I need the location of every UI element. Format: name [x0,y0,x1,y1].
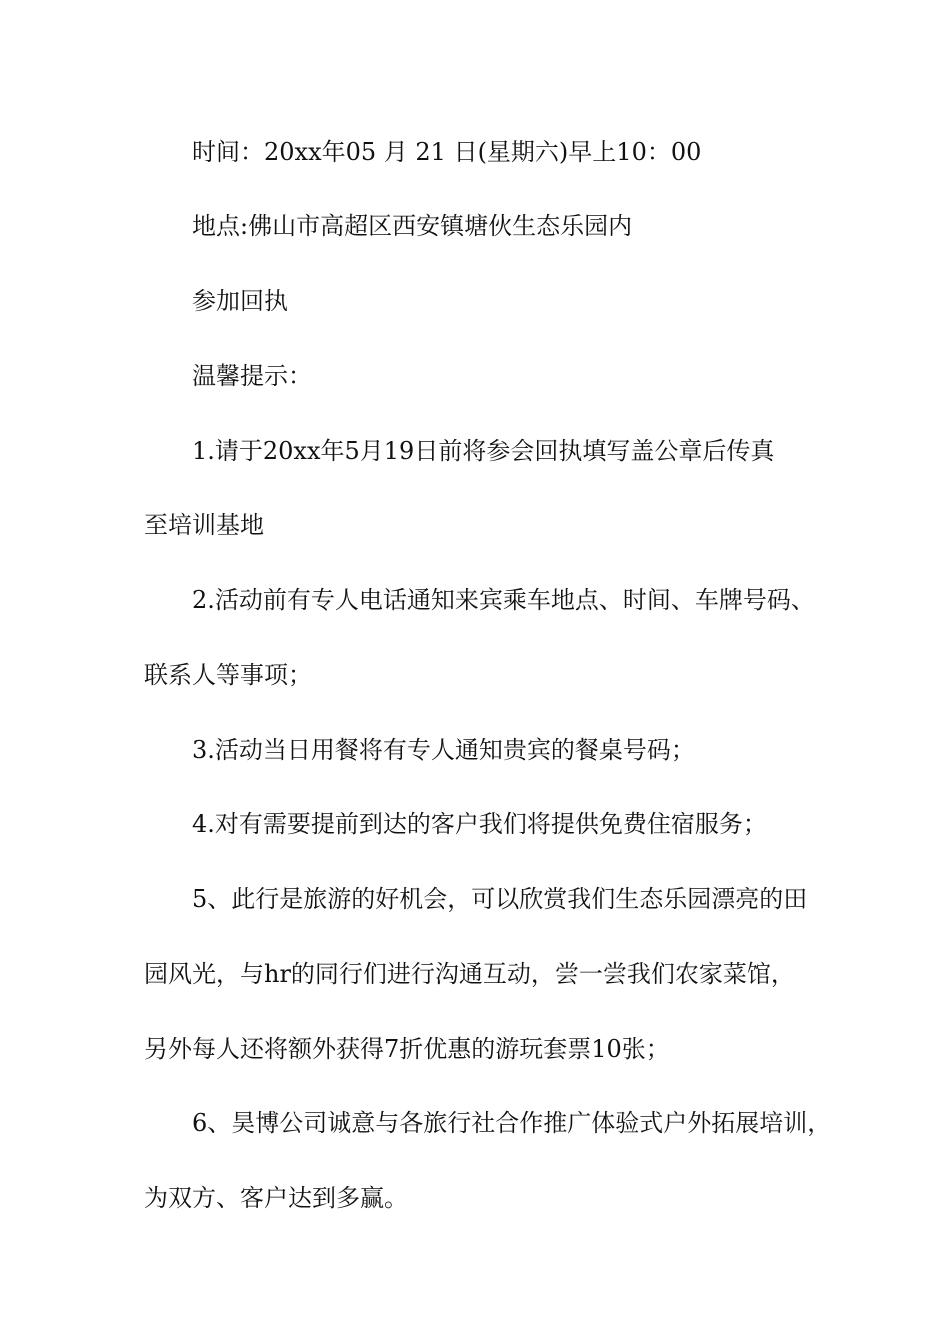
tip-4-line: 4.对有需要提前到达的客户我们将提供免费住宿服务； [192,810,767,838]
tip-5-line-3: 另外每人还将额外获得7折优惠的游玩套票10张； [144,1035,670,1063]
tip-5-line-1: 5、此行是旅游的好机会，可以欣赏我们生态乐园漂亮的田 [192,885,808,913]
rsvp-heading: 参加回执 [192,287,288,315]
tip-1-line-2: 至培训基地 [144,511,264,539]
tip-1-line-1: 1.请于20xx年5月19日前将参会回执填写盖公章后传真 [192,437,775,465]
tip-2-line-2: 联系人等事项； [144,661,312,689]
location-line: 地点:佛山市高超区西安镇塘伙生态乐园内 [192,212,633,240]
tips-heading: 温馨提示： [192,362,312,390]
tip-3-line: 3.活动当日用餐将有专人通知贵宾的餐桌号码； [192,736,695,764]
time-line: 时间：20xx年05 月 21 日(星期六)早上10：00 [192,138,702,166]
tip-2-line-1: 2.活动前有专人电话通知来宾乘车地点、时间、车牌号码、 [192,586,815,614]
tip-6-line-2: 为双方、客户达到多赢。 [144,1184,408,1212]
tip-6-line-1: 6、昊博公司诚意与各旅行社合作推广体验式户外拓展培训， [192,1109,832,1137]
tip-5-line-2: 园风光，与hr的同行们进行沟通互动，尝一尝我们农家菜馆， [144,960,795,988]
